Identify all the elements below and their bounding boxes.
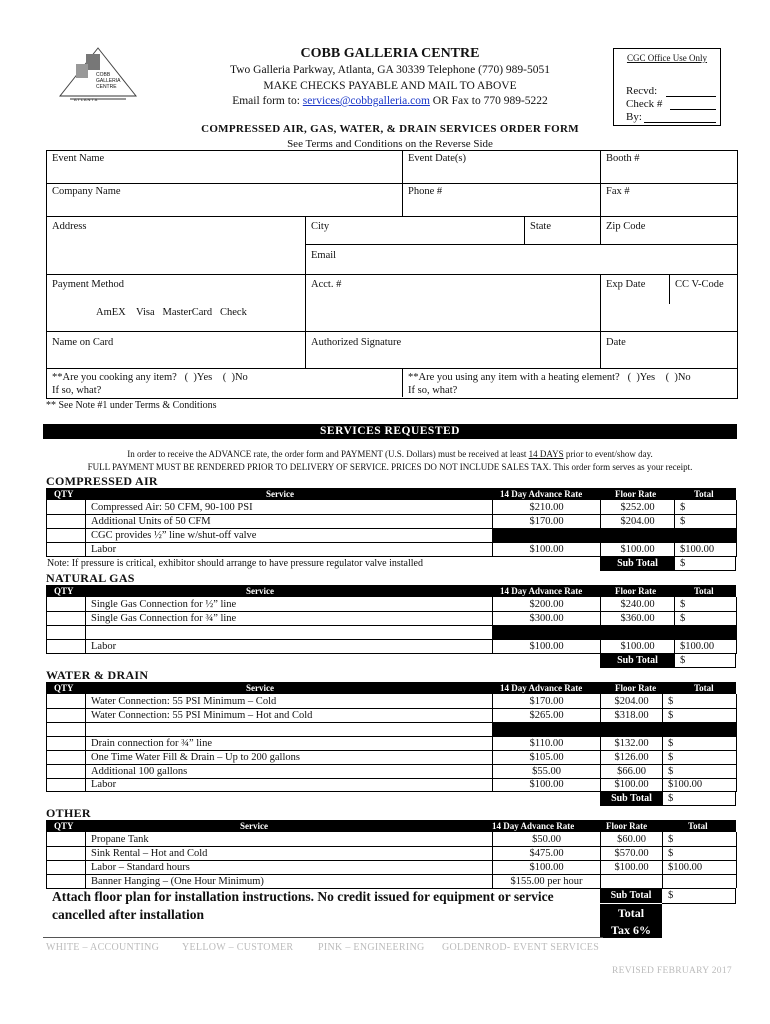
table-row[interactable]: Labor bbox=[91, 641, 117, 652]
advance-rate: $300.00 bbox=[529, 613, 564, 624]
floor-rate: $570.00 bbox=[614, 848, 649, 859]
advance-rate: $100.00 bbox=[529, 641, 564, 652]
card-types[interactable]: AmEX Visa MasterCard Check bbox=[96, 307, 247, 318]
col-advance: 14 Day Advance Rate bbox=[500, 489, 583, 499]
total-cell[interactable]: $ bbox=[668, 696, 674, 707]
floor-rate: $126.00 bbox=[614, 752, 649, 763]
booth-field[interactable]: Booth # bbox=[606, 153, 640, 164]
col-advance: 14 Day Advance Rate bbox=[492, 821, 575, 831]
air-subtotal-label: Sub Total bbox=[601, 557, 674, 570]
tax-label: Tax 6% bbox=[600, 922, 662, 938]
col-line bbox=[735, 556, 736, 570]
col-line bbox=[669, 274, 670, 304]
col-line bbox=[735, 888, 736, 903]
floor-rate: $204.00 bbox=[620, 516, 655, 527]
exp-date-field[interactable]: Exp Date bbox=[606, 279, 646, 290]
notice-days: 14 DAYS bbox=[528, 449, 564, 459]
total-cell[interactable]: $ bbox=[680, 599, 686, 610]
advance-rate: $170.00 bbox=[529, 516, 564, 527]
logo-text-1: COBB bbox=[96, 72, 111, 78]
table-row[interactable]: Propane Tank bbox=[91, 834, 149, 845]
advance-rate: $50.00 bbox=[532, 834, 561, 845]
total-cell[interactable]: $ bbox=[680, 502, 686, 513]
water-drain-header bbox=[46, 682, 736, 694]
notice-text: In order to receive the ADVANCE rate, the order form and PAYMENT (U.S. Dollars) must be received at least bbox=[127, 449, 529, 459]
page-title: COBB GALLERIA CENTRE bbox=[300, 46, 480, 61]
logo-text-2: GALLERIA bbox=[96, 78, 121, 84]
signature-field[interactable]: Authorized Signature bbox=[311, 337, 402, 348]
col-total: Total bbox=[694, 586, 714, 596]
col-line bbox=[600, 274, 601, 368]
filled-cell bbox=[493, 723, 736, 736]
table-row[interactable]: Labor – Standard hours bbox=[91, 862, 190, 873]
pressure-note: Note: If pressure is critical, exhibitor should arrange to have pressure regulator valve installed bbox=[47, 558, 423, 569]
phone-field[interactable]: Phone # bbox=[408, 186, 443, 197]
other-header bbox=[46, 820, 736, 832]
fax-suffix: OR Fax to 770 989-5222 bbox=[429, 95, 548, 107]
floor-rate: $60.00 bbox=[617, 834, 646, 845]
terms-note: ** See Note #1 under Terms & Conditions bbox=[46, 400, 217, 411]
gas-subtotal-label: Sub Total bbox=[601, 654, 674, 667]
col-qty: QTY bbox=[54, 683, 74, 693]
col-line bbox=[402, 150, 403, 216]
row-line bbox=[46, 331, 737, 332]
floor-rate: $204.00 bbox=[614, 696, 649, 707]
col-advance: 14 Day Advance Rate bbox=[500, 586, 583, 596]
floor-rate: $252.00 bbox=[620, 502, 655, 513]
water-drain-title: WATER & DRAIN bbox=[46, 668, 149, 682]
cooking-question[interactable]: **Are you cooking any item? ( )Yes ( )No bbox=[52, 372, 248, 383]
office-use-box bbox=[613, 48, 721, 126]
advance-rate: $110.00 bbox=[529, 738, 564, 749]
email-line bbox=[190, 95, 590, 107]
col-total: Total bbox=[688, 821, 708, 831]
city-field[interactable]: City bbox=[311, 221, 330, 232]
total-cell[interactable]: $ bbox=[668, 710, 674, 721]
copy-yellow: YELLOW – CUSTOMER bbox=[182, 942, 294, 953]
total-cell[interactable]: $ bbox=[668, 848, 674, 859]
check-line bbox=[670, 109, 716, 110]
total-cell: $100.00 bbox=[668, 779, 703, 790]
total-cell[interactable]: $ bbox=[668, 752, 674, 763]
gas-subtotal-value[interactable]: $ bbox=[680, 655, 686, 666]
total-cell: $100.00 bbox=[680, 544, 715, 555]
table-row: CGC provides ½” line w/shut-off valve bbox=[91, 530, 257, 541]
table-row[interactable]: Additional 100 gallons bbox=[91, 766, 188, 777]
col-advance: 14 Day Advance Rate bbox=[500, 683, 583, 693]
address-line: Two Galleria Parkway, Atlanta, GA 30339 Telephone (770) 989-5051 bbox=[229, 64, 550, 76]
logo bbox=[56, 46, 138, 104]
table-row[interactable]: Single Gas Connection for ¾” line bbox=[91, 613, 237, 624]
col-floor: Floor Rate bbox=[615, 586, 657, 596]
table-row[interactable]: Sink Rental – Hot and Cold bbox=[91, 848, 208, 859]
advance-rate: $100.00 bbox=[529, 862, 564, 873]
total-cell[interactable]: $ bbox=[668, 766, 674, 777]
col-line bbox=[600, 216, 601, 244]
floor-rate: $100.00 bbox=[614, 779, 649, 790]
table-row[interactable]: Labor bbox=[91, 544, 117, 555]
event-name-field[interactable]: Event Name bbox=[52, 153, 105, 164]
advance-notice bbox=[43, 449, 737, 459]
notice-end: prior to event/show day. bbox=[563, 449, 653, 459]
floor-rate: $132.00 bbox=[614, 738, 649, 749]
other-subtotal-value[interactable]: $ bbox=[668, 890, 674, 901]
water-subtotal-label: Sub Total bbox=[601, 792, 662, 805]
table-row[interactable]: Banner Hanging – (One Hour Minimum) bbox=[91, 876, 264, 887]
copy-pink: PINK – ENGINEERING bbox=[318, 942, 425, 953]
total-cell: $100.00 bbox=[668, 862, 703, 873]
logo-text-3: CENTRE bbox=[96, 84, 117, 90]
advance-rate: $155.00 per hour bbox=[510, 876, 583, 887]
col-qty: QTY bbox=[54, 586, 74, 596]
advance-rate: $200.00 bbox=[529, 599, 564, 610]
floor-rate: $360.00 bbox=[620, 613, 655, 624]
office-use-title: CGC Office Use Only bbox=[626, 53, 708, 63]
advance-rate: $100.00 bbox=[529, 779, 564, 790]
check-label: Check # bbox=[626, 98, 663, 110]
table-row[interactable]: Drain connection for ¾” line bbox=[91, 738, 212, 749]
copy-goldenrod: GOLDENROD- EVENT SERVICES bbox=[442, 942, 600, 953]
services-banner: SERVICES REQUESTED bbox=[43, 424, 737, 439]
row-line bbox=[46, 216, 737, 217]
col-line bbox=[735, 791, 736, 805]
compressed-air-title: COMPRESSED AIR bbox=[46, 474, 158, 488]
copy-white: WHITE – ACCOUNTING bbox=[46, 942, 160, 953]
event-dates-field[interactable]: Event Date(s) bbox=[408, 153, 467, 164]
advance-rate: $100.00 bbox=[529, 544, 564, 555]
floor-rate: $100.00 bbox=[620, 641, 655, 652]
zip-field[interactable]: Zip Code bbox=[606, 221, 646, 232]
col-service: Service bbox=[266, 489, 294, 499]
advance-rate: $55.00 bbox=[532, 766, 561, 777]
recvd-label: Recvd: bbox=[626, 85, 658, 97]
attach-floor-plan-note: Attach floor plan for installation instructions. No credit issued for equipment or service cancelled after installation bbox=[52, 889, 554, 922]
company-name-field[interactable]: Company Name bbox=[52, 186, 121, 197]
col-line bbox=[524, 216, 525, 244]
name-on-card-field[interactable]: Name on Card bbox=[52, 337, 114, 348]
table-row[interactable]: Compressed Air: 50 CFM, 90-100 PSI bbox=[91, 502, 253, 513]
heating-if[interactable]: If so, what? bbox=[408, 385, 458, 396]
advance-rate: $475.00 bbox=[529, 848, 564, 859]
col-line bbox=[735, 653, 736, 667]
cooking-if[interactable]: If so, what? bbox=[52, 385, 102, 396]
by-line bbox=[644, 122, 716, 123]
col-service: Service bbox=[246, 683, 274, 693]
col-qty: QTY bbox=[54, 489, 74, 499]
row-line bbox=[662, 903, 736, 904]
total-cell[interactable]: $ bbox=[668, 834, 674, 845]
footer-divider bbox=[43, 937, 603, 938]
col-line bbox=[402, 368, 403, 397]
natural-gas-title: NATURAL GAS bbox=[46, 571, 135, 585]
advance-rate: $265.00 bbox=[529, 710, 564, 721]
total-cell[interactable]: $ bbox=[668, 738, 674, 749]
compressed-air-header bbox=[46, 488, 736, 500]
col-floor: Floor Rate bbox=[606, 821, 648, 831]
filled-cell bbox=[493, 529, 736, 542]
cc-code-field[interactable]: CC V-Code bbox=[675, 279, 724, 290]
payment-notice: FULL PAYMENT MUST BE RENDERED PRIOR TO DELIVERY OF SERVICE. PRICES DO NOT INCLUDE SALES TAX. This order form serves as your receipt. bbox=[87, 462, 693, 472]
floor-rate: $100.00 bbox=[620, 544, 655, 555]
col-floor: Floor Rate bbox=[615, 683, 657, 693]
col-service: Service bbox=[240, 821, 268, 831]
row-line bbox=[600, 667, 736, 668]
col-floor: Floor Rate bbox=[615, 489, 657, 499]
filled-cell bbox=[493, 626, 736, 639]
recvd-line bbox=[666, 96, 716, 97]
advance-rate: $105.00 bbox=[529, 752, 564, 763]
table-row[interactable]: Single Gas Connection for ½” line bbox=[91, 599, 237, 610]
fax-field[interactable]: Fax # bbox=[606, 186, 630, 197]
col-qty: QTY bbox=[54, 821, 74, 831]
email-prefix: Email form to: bbox=[232, 95, 303, 107]
other-subtotal-label: Sub Total bbox=[600, 889, 662, 903]
table-row[interactable]: Water Connection: 55 PSI Minimum – Cold bbox=[91, 696, 277, 707]
address-field[interactable]: Address bbox=[52, 221, 87, 232]
email-link[interactable]: services@cobbgalleria.com bbox=[302, 95, 430, 107]
revised-date: REVISED FEBRUARY 2017 bbox=[612, 966, 732, 976]
grand-total-label: Total bbox=[600, 904, 662, 922]
air-subtotal-value[interactable]: $ bbox=[680, 558, 686, 569]
row-line bbox=[46, 368, 737, 369]
advance-rate: $210.00 bbox=[529, 502, 564, 513]
row-line bbox=[305, 244, 737, 245]
advance-rate: $170.00 bbox=[529, 696, 564, 707]
water-subtotal-value[interactable]: $ bbox=[668, 793, 674, 804]
other-title: OTHER bbox=[46, 806, 91, 820]
form-subtitle: See Terms and Conditions on the Reverse Side bbox=[287, 138, 493, 150]
total-cell[interactable]: $ bbox=[680, 613, 686, 624]
state-field[interactable]: State bbox=[530, 221, 551, 232]
col-total: Total bbox=[694, 489, 714, 499]
row-line bbox=[46, 183, 737, 184]
acct-field[interactable]: Acct. # bbox=[311, 279, 342, 290]
heating-question[interactable]: **Are you using any item with a heating element? ( )Yes ( )No bbox=[408, 372, 691, 383]
floor-rate: $240.00 bbox=[620, 599, 655, 610]
natural-gas-header bbox=[46, 585, 736, 597]
by-label: By: bbox=[626, 111, 642, 123]
date-field[interactable]: Date bbox=[606, 337, 626, 348]
logo-text-4: A T L A N T A bbox=[74, 97, 98, 102]
table-row[interactable]: Water Connection: 55 PSI Minimum – Hot and Cold bbox=[91, 710, 313, 721]
payment-method-field[interactable]: Payment Method bbox=[52, 279, 125, 290]
table-row[interactable]: Labor bbox=[91, 779, 117, 790]
row-line bbox=[600, 805, 736, 806]
col-service: Service bbox=[246, 586, 274, 596]
row-line bbox=[46, 274, 737, 275]
email-field[interactable]: Email bbox=[311, 250, 337, 261]
table-row[interactable]: Additional Units of 50 CFM bbox=[91, 516, 211, 527]
floor-rate: $66.00 bbox=[617, 766, 646, 777]
col-line bbox=[305, 216, 306, 368]
payable-line: MAKE CHECKS PAYABLE AND MAIL TO ABOVE bbox=[263, 80, 517, 92]
row-line bbox=[600, 570, 736, 571]
total-cell[interactable]: $ bbox=[680, 516, 686, 527]
floor-rate: $318.00 bbox=[614, 710, 649, 721]
table-row[interactable]: One Time Water Fill & Drain – Up to 200 gallons bbox=[91, 752, 300, 763]
form-title: COMPRESSED AIR, GAS, WATER, & DRAIN SERVICES ORDER FORM bbox=[201, 123, 579, 135]
floor-rate: $100.00 bbox=[614, 862, 649, 873]
total-cell: $100.00 bbox=[680, 641, 715, 652]
col-line bbox=[600, 150, 601, 216]
col-total: Total bbox=[694, 683, 714, 693]
